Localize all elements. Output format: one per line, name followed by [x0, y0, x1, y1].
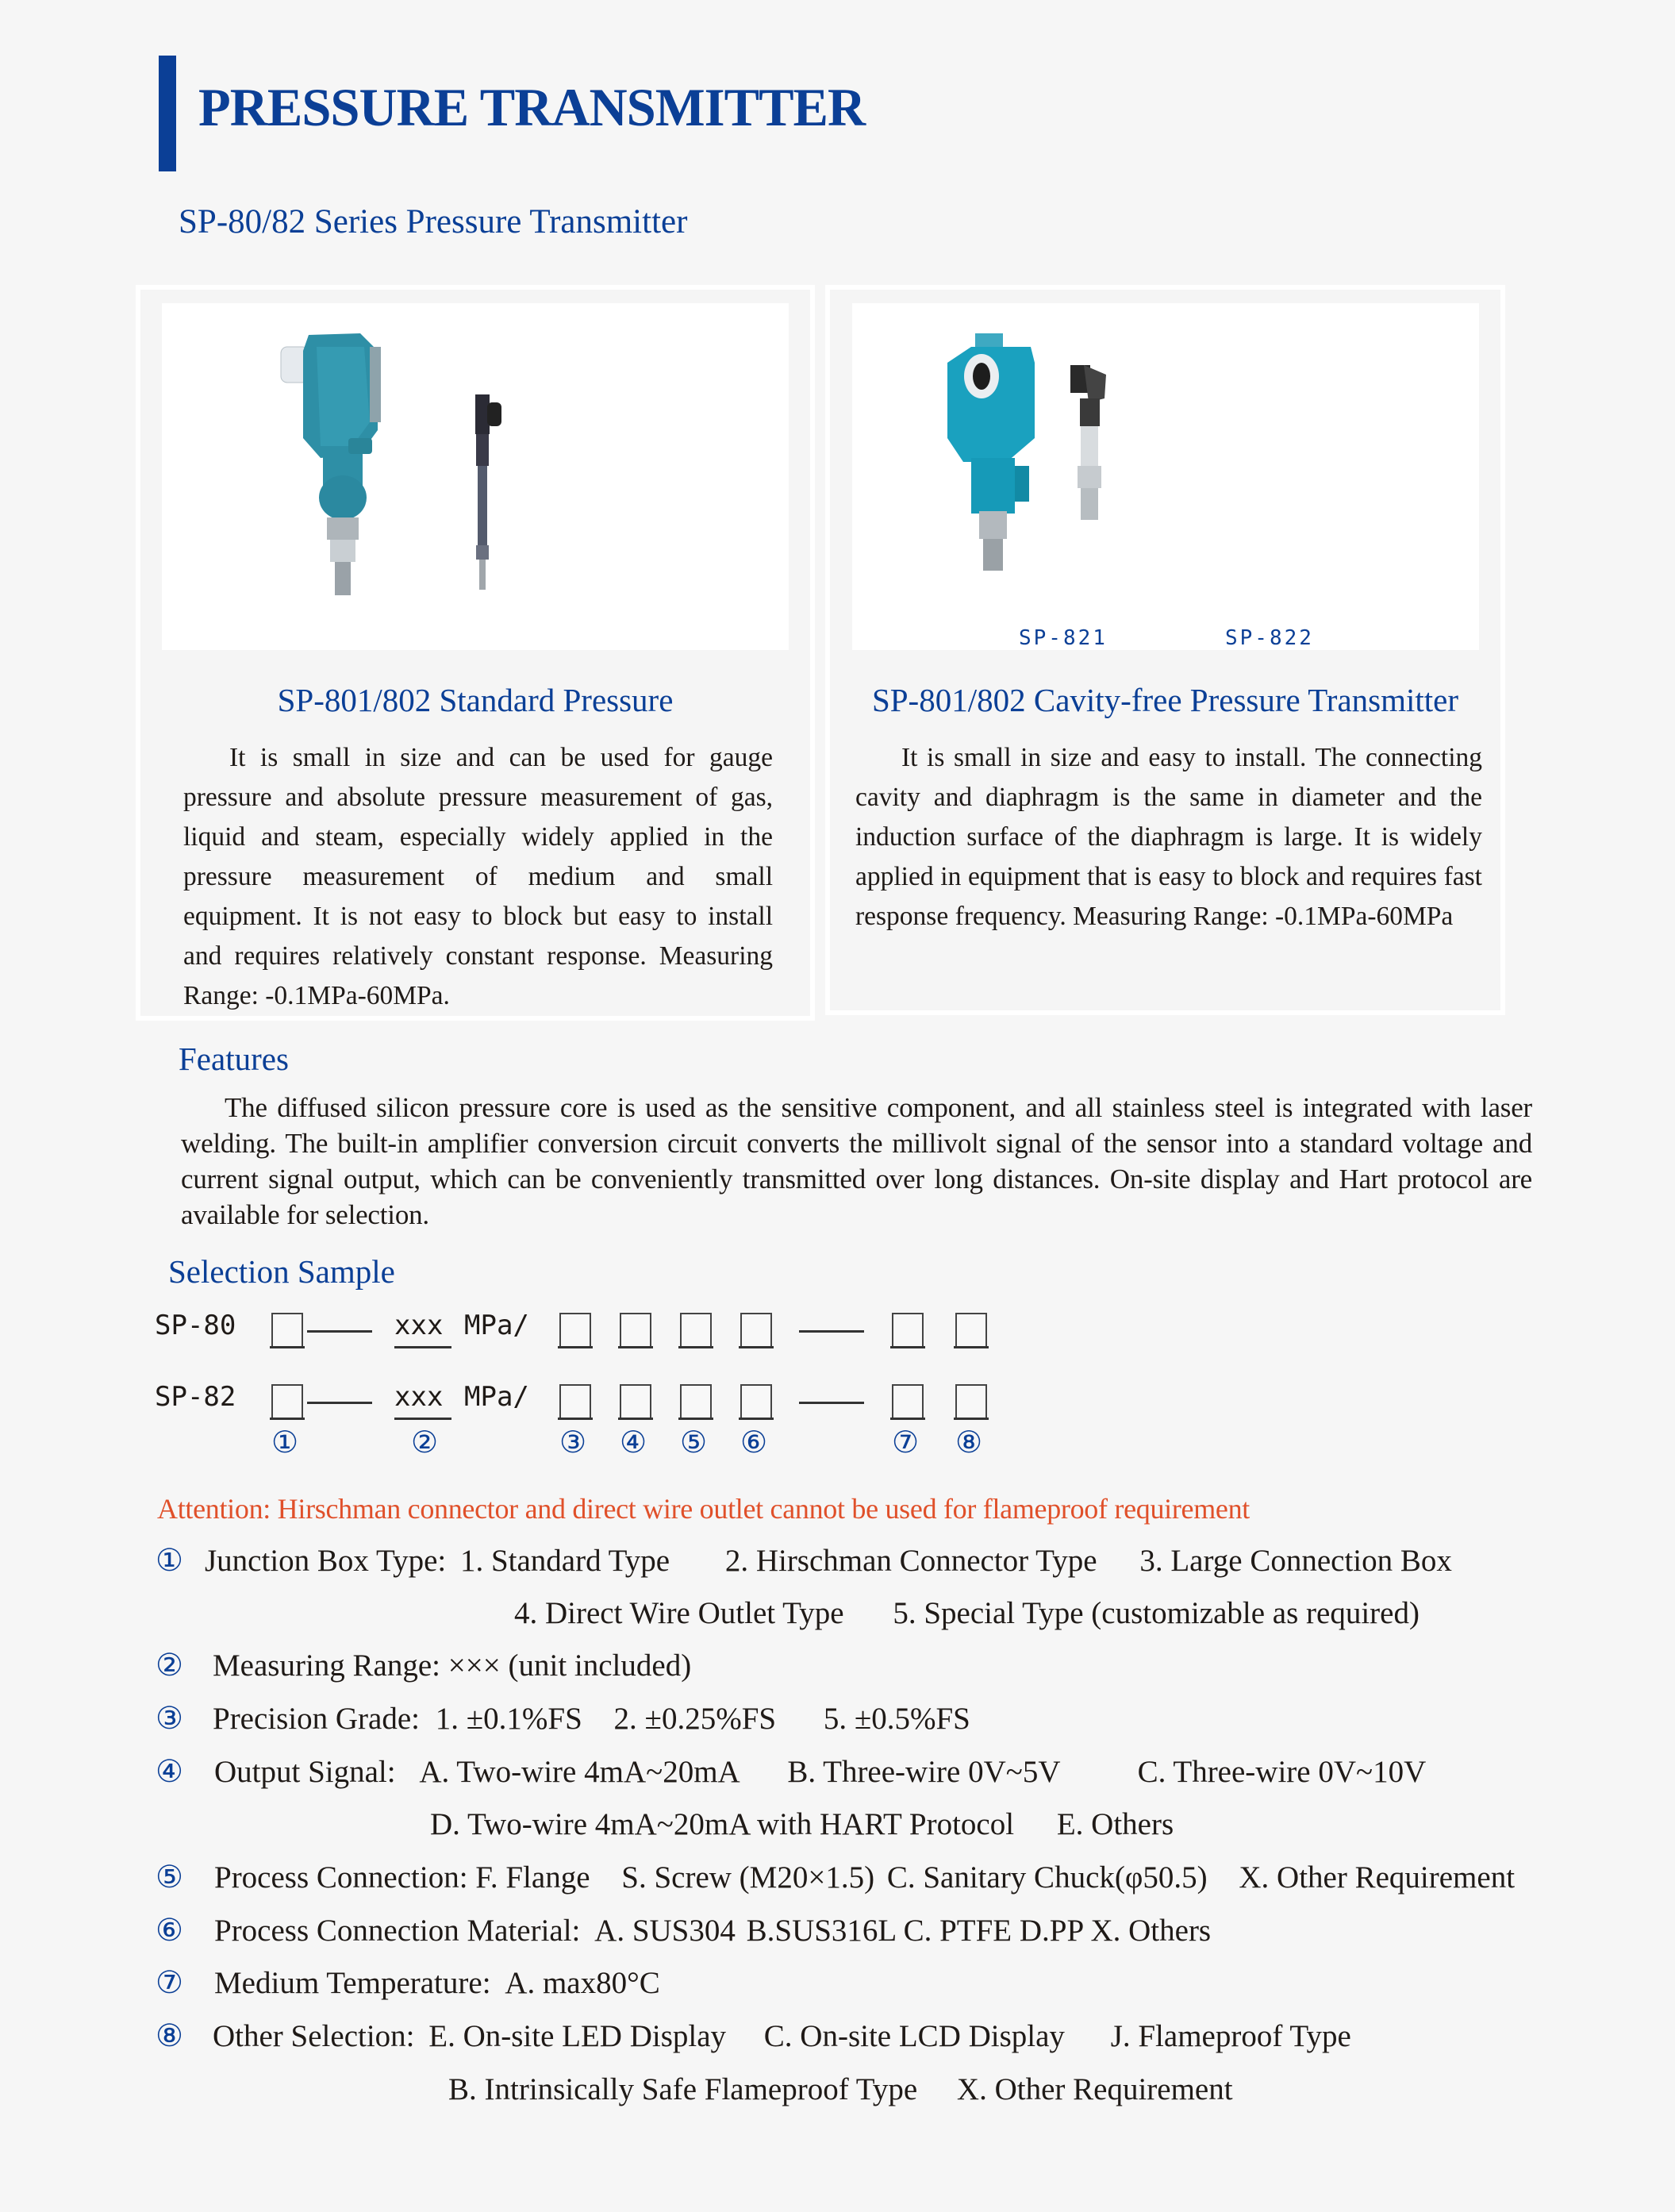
marker-7: ⑦	[892, 1426, 920, 1460]
code-box-7	[892, 1384, 924, 1418]
option-output-signal-cont: D. Two-wire 4mA~20mA with HART Protocol E. Others	[430, 1807, 1174, 1841]
marker-8: ⑧	[955, 1426, 983, 1460]
selection-heading: Selection Sample	[168, 1253, 395, 1290]
code-box-5	[680, 1384, 712, 1418]
features-text: The diffused silicon pressure core is used as the sensitive component, and all stainless steel is integrated with laser welding. The built-in amplifier conversion circuit converts the millivolt signal of the sensor into a standard voltage and current signal output, which can be conveniently transmitted over long distances. On-site display and Hart protocol are available for selection.	[181, 1092, 1532, 1230]
unit-code: MPa/	[464, 1310, 529, 1341]
option-process-connection: ⑤ Process Connection: F. Flange S. Screw (M20×1.5) C. Sanitary Chuck(φ50.5) X. Other Requirement	[156, 1860, 1516, 1895]
range-code: xxx	[394, 1310, 444, 1341]
option-number: ⑥	[156, 1914, 183, 1948]
page-title: PRESSURE TRANSMITTER	[198, 77, 866, 137]
product-image-cavity-free	[852, 303, 1479, 650]
option-connection-material: ⑥ Process Connection Material: A. SUS304 B.SUS316L C. PTFE D.PP X. Others	[156, 1914, 1212, 1948]
option-other-selection: ⑧ Other Selection: E. On-site LED Display C. On-site LCD Display J. Flameproof Type	[156, 2019, 1351, 2053]
option-junction-box: ① Junction Box Type: 1. Standard Type 2. Hirschman Connector Type 3. Large Connection Box	[156, 1544, 1452, 1578]
product-label-sp-821: SP-821	[1019, 626, 1108, 650]
code-box-7	[892, 1313, 924, 1346]
panel-text-cavity-free: It is small in size and easy to install. The connecting cavity and diaphragm is the same in diameter and the induction surface of the diaphragm is large. It is widely applied in equipment that is easy to block and requires fast response frequency. Measuring Range: -0.1MPa-60MPa	[855, 743, 1482, 931]
marker-6: ⑥	[740, 1426, 768, 1460]
range-code: xxx	[394, 1381, 444, 1413]
cavity-free-transmitter-illustration-icon	[852, 303, 1479, 650]
option-medium-temperature: ⑦ Medium Temperature: A. max80°C	[156, 1966, 660, 2000]
transmitter-illustration-icon	[162, 303, 789, 650]
marker-2: ②	[411, 1426, 439, 1460]
dash	[307, 1330, 372, 1333]
code-box-3	[559, 1313, 591, 1346]
product-image-standard	[162, 303, 789, 650]
code-box-4	[620, 1313, 651, 1346]
code-box-6	[740, 1313, 772, 1346]
option-number: ④	[156, 1755, 183, 1789]
marker-5: ⑤	[680, 1426, 708, 1460]
option-output-signal: ④ Output Signal: A. Two-wire 4mA~20mA B. Three-wire 0V~5V C. Three-wire 0V~10V	[156, 1755, 1427, 1789]
option-number: ③	[156, 1702, 183, 1736]
option-number: ②	[156, 1648, 183, 1683]
marker-4: ④	[620, 1426, 647, 1460]
features-heading: Features	[179, 1041, 289, 1077]
option-number: ⑧	[156, 2019, 183, 2053]
unit-code: MPa/	[464, 1381, 529, 1413]
option-other-selection-cont: B. Intrinsically Safe Flameproof Type X. Other Requirement	[448, 2072, 1233, 2106]
option-measuring-range: ② Measuring Range: ××× (unit included)	[156, 1648, 692, 1683]
dash	[307, 1402, 372, 1404]
code-box-4	[620, 1384, 651, 1418]
option-number: ⑦	[156, 1966, 183, 2000]
panel-heading-cavity-free: SP-801/802 Cavity-free Pressure Transmitter	[871, 682, 1459, 718]
product-label-sp-822: SP-822	[1225, 626, 1314, 650]
panel-heading-standard: SP-801/802 Standard Pressure	[277, 682, 674, 718]
code-box-1	[271, 1313, 303, 1346]
option-number: ①	[156, 1544, 183, 1578]
code-box-5	[680, 1313, 712, 1346]
title-accent-bar	[159, 56, 176, 171]
code-box-3	[559, 1384, 591, 1418]
model-code: SP-80	[155, 1310, 236, 1341]
code-box-6	[740, 1384, 772, 1418]
code-box-8	[955, 1313, 987, 1346]
model-code: SP-82	[155, 1381, 236, 1413]
option-precision-grade: ③ Precision Grade: 1. ±0.1%FS 2. ±0.25%FS 5. ±0.5%FS	[156, 1702, 970, 1736]
code-box-8	[955, 1384, 987, 1418]
option-number: ⑤	[156, 1860, 183, 1895]
attention-note: Attention: Hirschman connector and direct wire outlet cannot be used for flameproof requirement	[157, 1493, 1250, 1525]
series-title: SP-80/82 Series Pressure Transmitter	[179, 203, 688, 240]
marker-3: ③	[559, 1426, 587, 1460]
dash	[799, 1330, 864, 1333]
code-box-1	[271, 1384, 303, 1418]
dash	[799, 1402, 864, 1404]
option-junction-box-cont: 4. Direct Wire Outlet Type 5. Special Type (customizable as required)	[514, 1596, 1420, 1630]
panel-text-standard: It is small in size and can be used for gauge pressure and absolute pressure measurement of gas, liquid and steam, especially widely applied in the pressure measurement of medium and small equipment. It is not easy to block but easy to install and requires relatively constant response. Measuring Range: -0.1MPa-60MPa.	[183, 743, 773, 1010]
marker-1: ①	[271, 1426, 299, 1460]
